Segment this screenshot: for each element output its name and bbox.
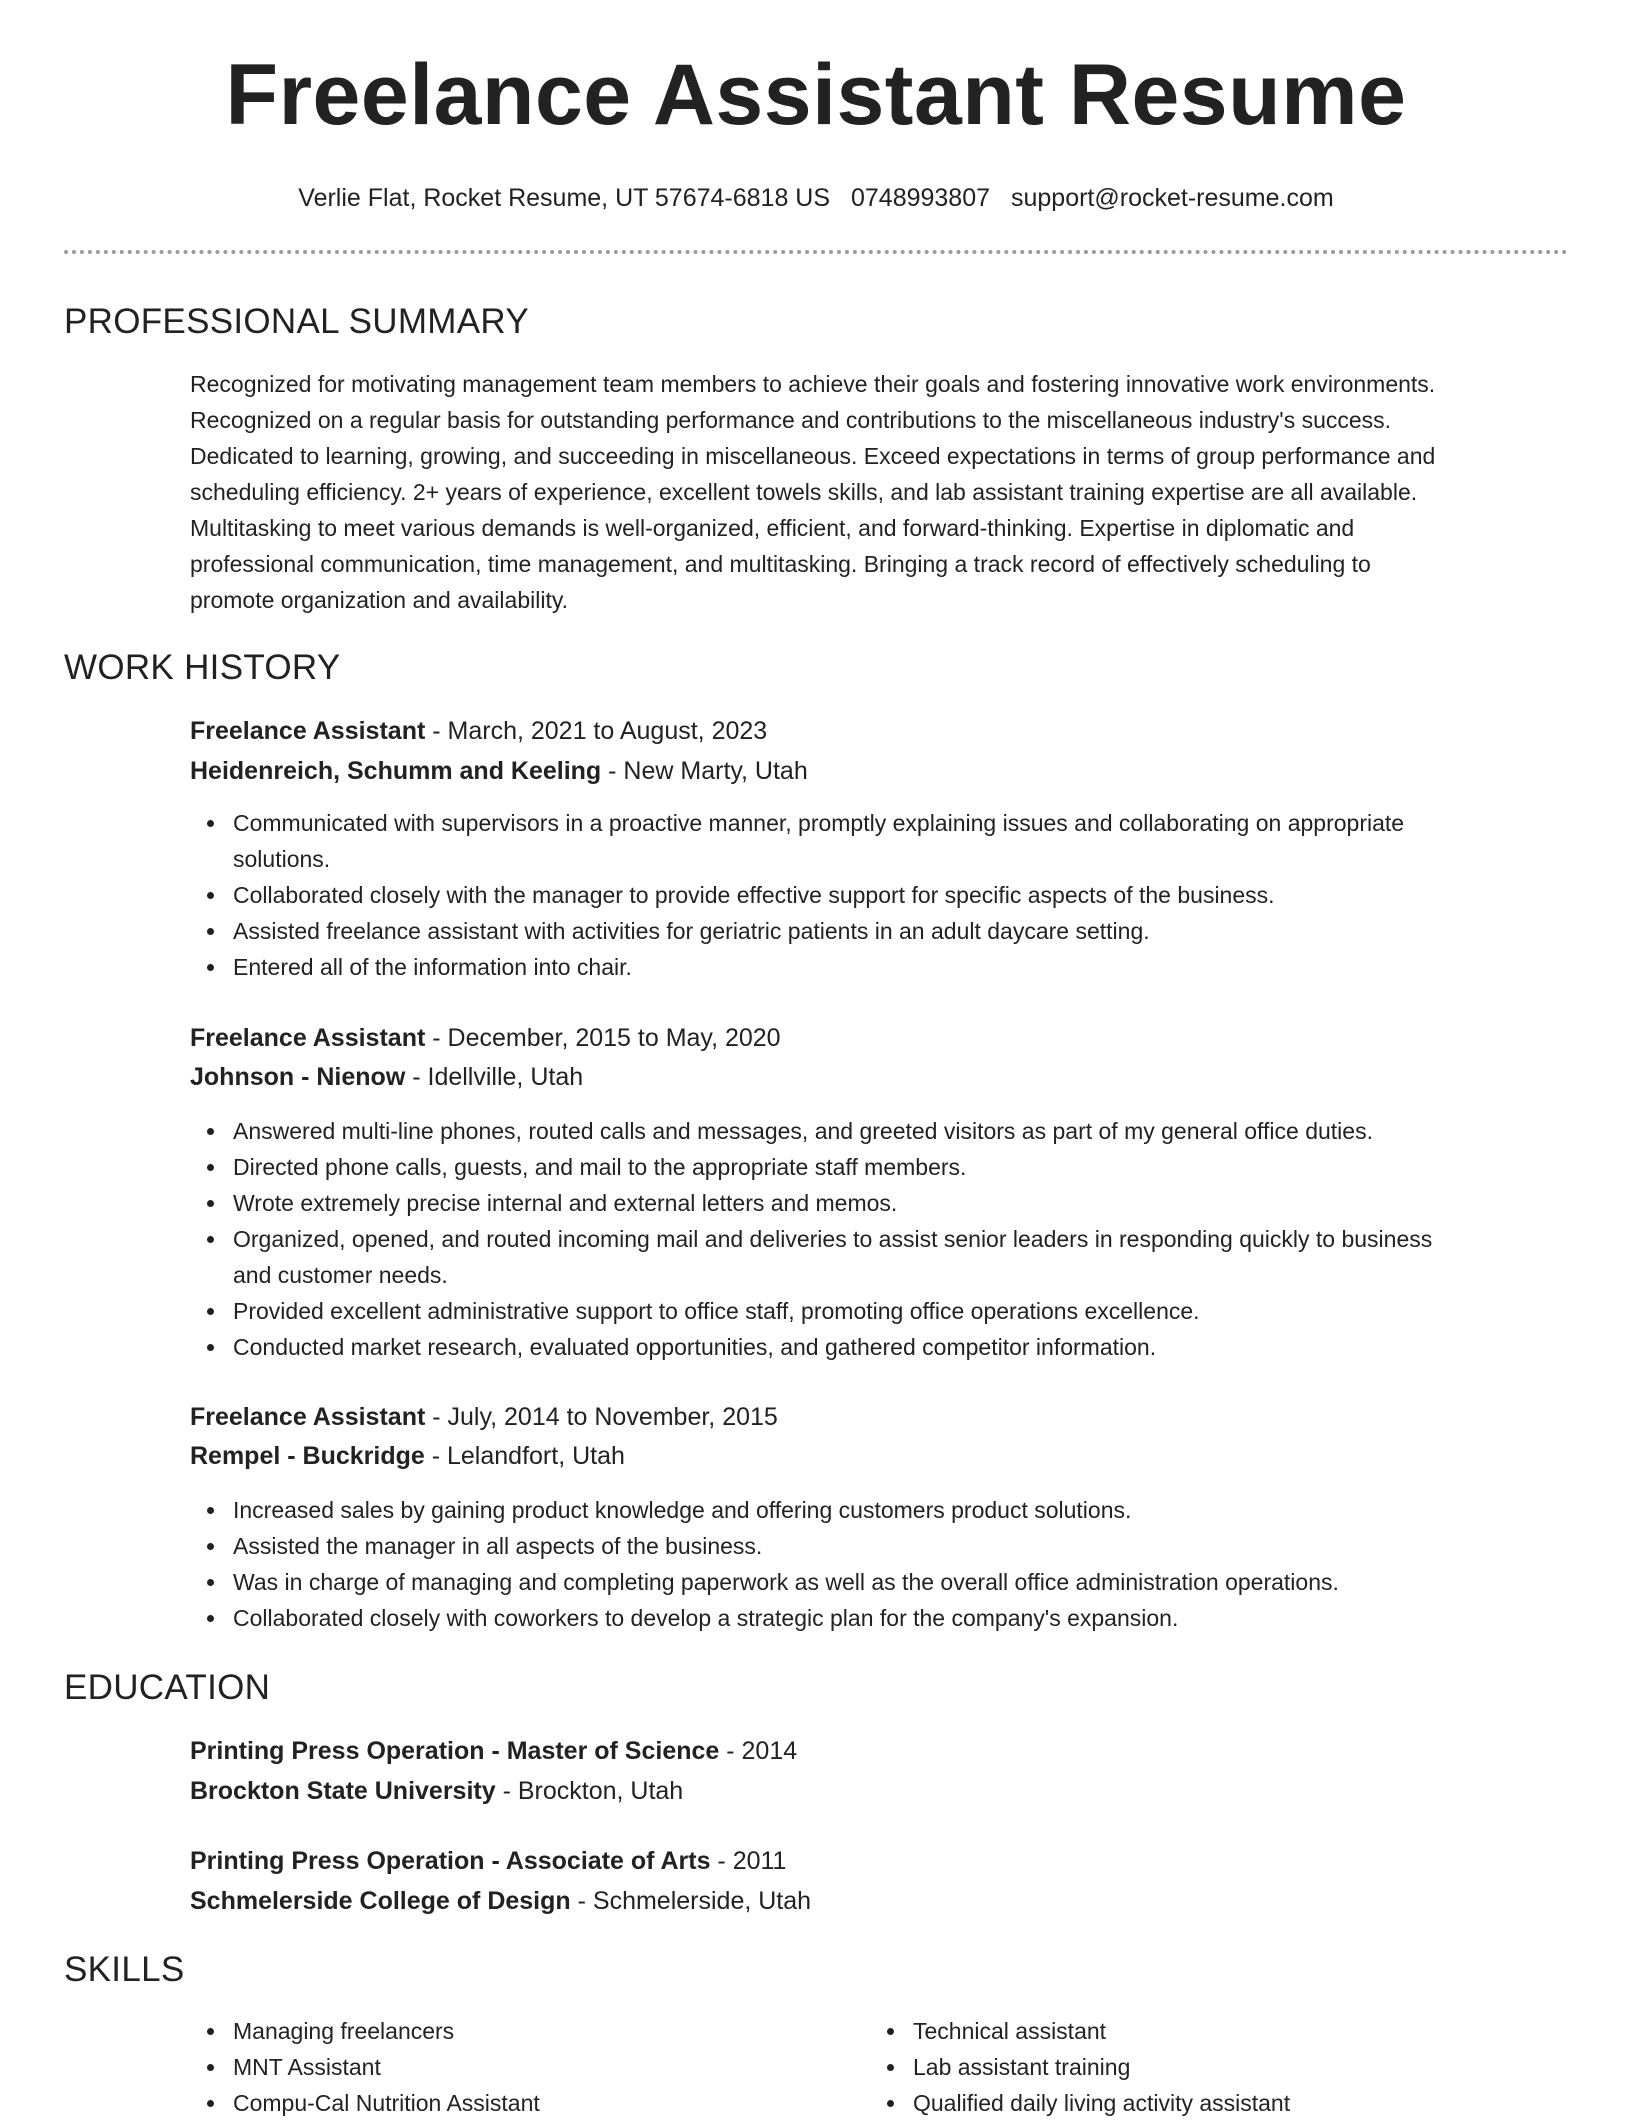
bullet-text: Increased sales by gaining product knowledge and offering customers product solutions. (233, 1497, 1132, 1523)
contact-email: support@rocket-resume.com (1010, 184, 1334, 212)
list-item (190, 913, 1570, 949)
job-title-line (190, 1402, 778, 1432)
list-item (190, 1185, 1570, 1221)
job-title-line (190, 716, 767, 746)
education-degree-line (190, 1846, 786, 1876)
education-school: Schmelerside College of Design (190, 1887, 571, 1915)
contact-address: Verlie Flat, Rocket Resume, UT 57674-6818 US (298, 184, 831, 212)
bullet-text: Was in charge of managing and completing paperwork as well as the overall office administration operations. (233, 1569, 1339, 1595)
bullet-text: Communicated with supervisors in a proactive manner, promptly explaining issues and collaborating on appropriate (233, 810, 1405, 836)
contact-line (0, 183, 1632, 213)
bullet-text: Assisted the manager in all aspects of the business. (233, 1533, 763, 1559)
resume-title: Freelance Assistant Resume (225, 47, 1407, 143)
list-item (190, 1600, 1570, 1636)
list-item (190, 1221, 1570, 1293)
list-item (190, 1329, 1570, 1365)
skill-item (190, 2085, 830, 2121)
skill-item (190, 2013, 830, 2049)
list-item (190, 805, 1570, 877)
job-bullets (190, 1492, 1570, 1636)
skill-item (870, 2013, 1570, 2049)
education-degree: Printing Press Operation - Master of Science (190, 1737, 720, 1765)
job-bullets (190, 1113, 1570, 1365)
bullet-text: Wrote extremely precise internal and external letters and memos. (233, 1190, 898, 1216)
summary-line: scheduling efficiency. 2+ years of experience, excellent towels skills, and lab assistant training expertise are all available. (190, 479, 1418, 505)
skill-text: MNT Assistant (233, 2054, 381, 2080)
education-degree: Printing Press Operation - Associate of Arts (190, 1847, 711, 1875)
education-year: - 2014 (719, 1737, 798, 1765)
summary-heading: PROFESSIONAL SUMMARY (64, 302, 529, 341)
summary-line: Dedicated to learning, growing, and succeeding in miscellaneous. Exceed expectations in terms of group performance and (190, 443, 1436, 469)
bullet-text: Collaborated closely with coworkers to develop a strategic plan for the company's expansion. (233, 1605, 1179, 1631)
education-school-line (190, 1886, 811, 1916)
list-item (190, 1149, 1570, 1185)
job-dates: - March, 2021 to August, 2023 (425, 717, 768, 745)
skills-heading: SKILLS (64, 1950, 185, 1989)
education-heading: EDUCATION (64, 1668, 271, 1707)
bullet-text: solutions. (233, 846, 331, 872)
summary-line: professional communication, time management, and multitasking. Bringing a track record of effectively scheduling to (190, 551, 1371, 577)
list-item (190, 1528, 1570, 1564)
summary-line: promote organization and availability. (190, 587, 569, 613)
job-location: - Idellville, Utah (405, 1063, 584, 1091)
work-heading: WORK HISTORY (64, 648, 341, 687)
education-school: Brockton State University (190, 1777, 496, 1805)
skills-list-right (870, 2013, 1570, 2121)
job-company: Heidenreich, Schumm and Keeling (190, 757, 602, 785)
list-item (190, 1492, 1570, 1528)
job-location: - New Marty, Utah (601, 757, 808, 785)
job-title: Freelance Assistant (190, 1403, 426, 1431)
job-dates: - December, 2015 to May, 2020 (425, 1024, 781, 1052)
job-company-line (190, 1441, 625, 1471)
bullet-text: and customer needs. (233, 1262, 448, 1288)
summary-line: Recognized for motivating management team members to achieve their goals and fostering innovative work environments. (190, 371, 1436, 397)
skill-item (870, 2085, 1570, 2121)
list-item (190, 877, 1570, 913)
list-item (190, 1564, 1570, 1600)
bullet-text: Conducted market research, evaluated opportunities, and gathered competitor information. (233, 1334, 1157, 1360)
skill-text: Qualified daily living activity assistant (913, 2090, 1291, 2116)
contact-phone: 0748993807 (850, 184, 991, 212)
summary-line: Recognized on a regular basis for outstanding performance and contributions to the miscellaneous industry's success. (190, 407, 1392, 433)
bullet-text: Entered all of the information into chair. (233, 954, 632, 980)
skill-item (190, 2049, 830, 2085)
bullet-text: Assisted freelance assistant with activities for geriatric patients in an adult daycare setting. (233, 918, 1150, 944)
job-company: Rempel - Buckridge (190, 1442, 425, 1470)
job-company: Johnson - Nienow (190, 1063, 406, 1091)
skills-list-left (190, 2013, 830, 2121)
job-location: - Lelandfort, Utah (424, 1442, 625, 1470)
header-divider (64, 250, 1568, 254)
bullet-text: Answered multi-line phones, routed calls and messages, and greeted visitors as part of my general office duties. (233, 1118, 1373, 1144)
job-title-line (190, 1023, 781, 1053)
education-location: - Brockton, Utah (495, 1777, 684, 1805)
bullet-text: Provided excellent administrative support to office staff, promoting office operations excellence. (233, 1298, 1200, 1324)
job-company-line (190, 756, 808, 786)
education-year: - 2011 (710, 1847, 787, 1875)
list-item (190, 1113, 1570, 1149)
education-location: - Schmelerside, Utah (570, 1887, 812, 1915)
bullet-text: Organized, opened, and routed incoming mail and deliveries to assist senior leaders in responding quickly to business (233, 1226, 1433, 1252)
job-title: Freelance Assistant (190, 1024, 426, 1052)
skill-text: Lab assistant training (913, 2054, 1131, 2080)
education-degree-line (190, 1736, 797, 1766)
job-company-line (190, 1062, 583, 1092)
skill-text: Managing freelancers (233, 2018, 455, 2044)
bullet-text: Directed phone calls, guests, and mail to the appropriate staff members. (233, 1154, 967, 1180)
summary-paragraph (190, 366, 1565, 618)
job-bullets (190, 805, 1570, 985)
job-dates: - July, 2014 to November, 2015 (425, 1403, 778, 1431)
list-item (190, 949, 1570, 985)
bullet-text: Collaborated closely with the manager to provide effective support for specific aspects of the business. (233, 882, 1275, 908)
list-item (190, 1293, 1570, 1329)
skill-text: Technical assistant (913, 2018, 1107, 2044)
skill-text: Compu-Cal Nutrition Assistant (233, 2090, 540, 2116)
summary-line: Multitasking to meet various demands is well-organized, efficient, and forward-thinking. Expertise in diplomatic and (190, 515, 1355, 541)
skill-item (870, 2049, 1570, 2085)
job-title: Freelance Assistant (190, 717, 426, 745)
education-school-line (190, 1776, 683, 1806)
